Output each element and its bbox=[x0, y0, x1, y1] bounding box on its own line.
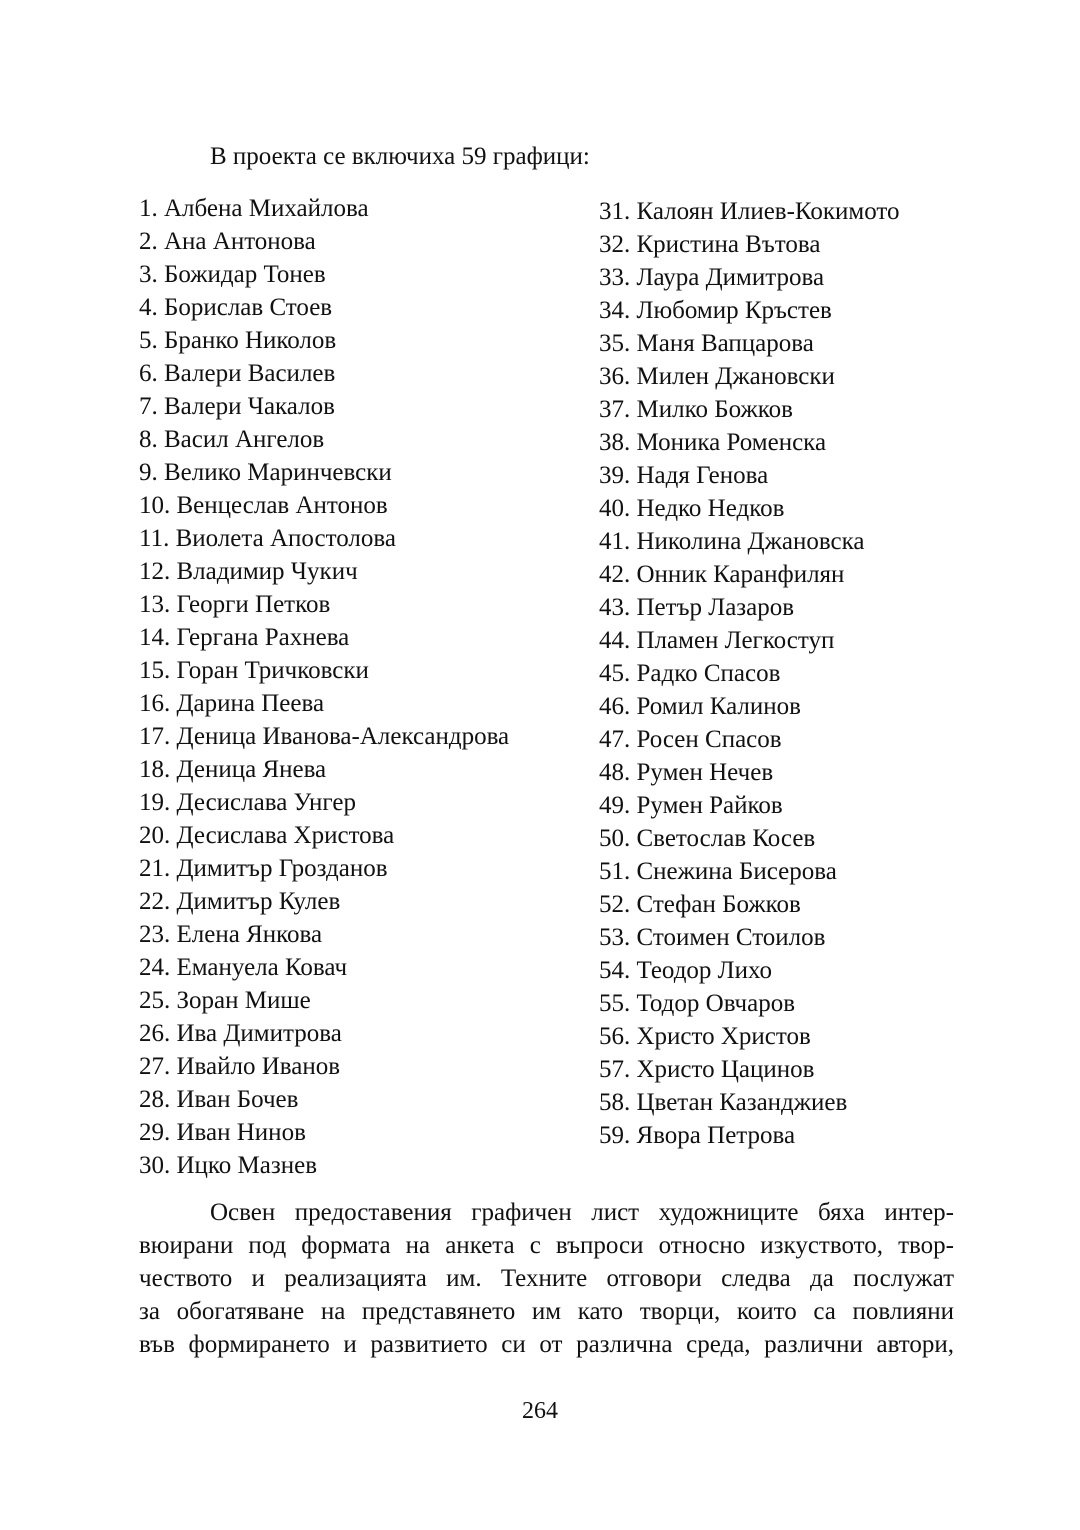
list-item: 16. Дарина Пеева bbox=[139, 690, 325, 717]
list-item: 50. Светослав Косев bbox=[599, 825, 816, 852]
page-number: 264 bbox=[522, 1398, 558, 1424]
list-item: 30. Ицко Мазнев bbox=[139, 1152, 318, 1179]
paragraph-line: чеството и реализацията им. Техните отговори следва да послужат bbox=[139, 1265, 954, 1292]
list-item: 5. Бранко Николов bbox=[139, 327, 337, 354]
list-item: 18. Деница Янева bbox=[139, 756, 327, 783]
list-item: 11. Виолета Апостолова bbox=[139, 525, 396, 552]
list-item: 23. Елена Янкова bbox=[139, 921, 323, 948]
paragraph-line: Освен предоставения графичен лист художниците бяха интер- bbox=[210, 1199, 954, 1226]
body-paragraph bbox=[139, 1196, 954, 1361]
list-item: 58. Цветан Казанджиев bbox=[599, 1089, 848, 1116]
list-item: 17. Деница Иванова-Александрова bbox=[139, 723, 510, 750]
list-item: 52. Стефан Божков bbox=[599, 891, 801, 918]
list-item: 28. Иван Бочев bbox=[139, 1086, 299, 1113]
list-item: 33. Лаура Димитрова bbox=[599, 264, 825, 291]
list-item: 55. Тодор Овчаров bbox=[599, 990, 796, 1017]
list-item: 7. Валери Чакалов bbox=[139, 393, 335, 420]
list-item: 24. Емануела Ковач bbox=[139, 954, 348, 981]
list-item: 41. Николина Джановска bbox=[599, 528, 865, 555]
list-item: 51. Снежина Бисерова bbox=[599, 858, 837, 885]
list-item: 44. Пламен Легкоступ bbox=[599, 627, 835, 654]
list-item: 4. Борислав Стоев bbox=[139, 294, 333, 321]
paragraph-line: за обогатяване на представянето им като творци, които са повлияни bbox=[139, 1298, 954, 1325]
list-item: 9. Велико Маринчевски bbox=[139, 459, 392, 486]
list-item: 15. Горан Тричковски bbox=[139, 657, 369, 684]
list-intro: В проекта се включиха 59 графици: bbox=[210, 143, 590, 170]
list-item: 48. Румен Нечев bbox=[599, 759, 774, 786]
list-item: 6. Валери Василев bbox=[139, 360, 336, 387]
list-item: 56. Христо Христов bbox=[599, 1023, 811, 1050]
list-item: 26. Ива Димитрова bbox=[139, 1020, 342, 1047]
paragraph-line: във формирането и развитието си от различна среда, различни автори, bbox=[139, 1331, 954, 1358]
list-item: 35. Маня Вапцарова bbox=[599, 330, 814, 357]
list-item: 22. Димитър Кулев bbox=[139, 888, 341, 915]
list-item: 21. Димитър Грозданов bbox=[139, 855, 388, 882]
list-item: 45. Радко Спасов bbox=[599, 660, 781, 687]
list-item: 31. Калоян Илиев-Кокимото bbox=[599, 198, 900, 225]
list-item: 43. Петър Лазаров bbox=[599, 594, 795, 621]
list-item: 49. Румен Райков bbox=[599, 792, 783, 819]
list-item: 47. Росен Спасов bbox=[599, 726, 782, 753]
list-item: 2. Ана Антонова bbox=[139, 228, 316, 255]
list-item: 46. Ромил Калинов bbox=[599, 693, 801, 720]
list-item: 59. Явора Петрова bbox=[599, 1122, 796, 1149]
list-item: 8. Васил Ангелов bbox=[139, 426, 325, 453]
list-item: 39. Надя Генова bbox=[599, 462, 769, 489]
list-item: 14. Гергана Рахнева bbox=[139, 624, 350, 651]
list-item: 53. Стоимен Стоилов bbox=[599, 924, 826, 951]
list-item: 40. Недко Недков bbox=[599, 495, 785, 522]
list-item: 34. Любомир Кръстев bbox=[599, 297, 832, 324]
paragraph-line: вюирани под формата на анкета с въпроси относно изкуството, твор- bbox=[139, 1232, 954, 1259]
artists-list-right bbox=[599, 195, 899, 1152]
list-item: 38. Моника Роменска bbox=[599, 429, 827, 456]
list-item: 1. Албена Михайлова bbox=[139, 195, 369, 222]
list-item: 3. Божидар Тонев bbox=[139, 261, 326, 288]
list-item: 20. Десислава Христова bbox=[139, 822, 395, 849]
list-item: 36. Милен Джановски bbox=[599, 363, 835, 390]
list-item: 29. Иван Нинов bbox=[139, 1119, 306, 1146]
list-item: 12. Владимир Чукич bbox=[139, 558, 358, 585]
list-item: 13. Георги Петков bbox=[139, 591, 331, 618]
artists-list-left bbox=[139, 192, 509, 1182]
list-item: 19. Десислава Унгер bbox=[139, 789, 356, 816]
list-item: 32. Кристина Вътова bbox=[599, 231, 821, 258]
list-item: 54. Теодор Лихо bbox=[599, 957, 773, 984]
list-item: 42. Онник Каранфилян bbox=[599, 561, 845, 588]
list-item: 27. Ивайло Иванов bbox=[139, 1053, 341, 1080]
list-item: 57. Христо Цацинов bbox=[599, 1056, 815, 1083]
list-item: 10. Венцеслав Антонов bbox=[139, 492, 388, 519]
list-item: 37. Милко Божков bbox=[599, 396, 793, 423]
list-item: 25. Зоран Мише bbox=[139, 987, 311, 1014]
